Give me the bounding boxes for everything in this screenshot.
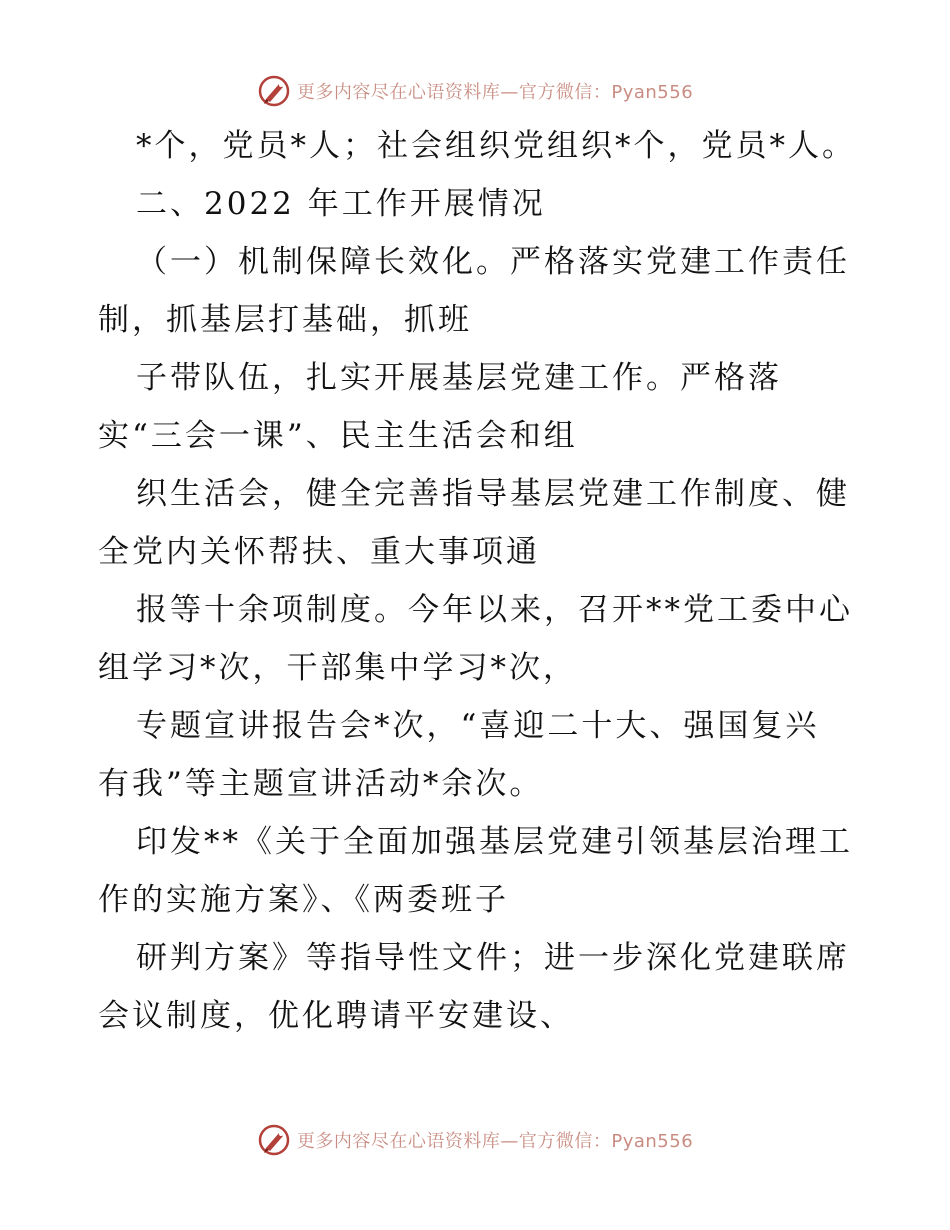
text-line: 制，抓基层打基础，抓班 <box>98 302 472 338</box>
text-line: 专题宣讲报告会*次，“喜迎二十大、强国复兴 <box>136 708 820 744</box>
text-line: 报等十余项制度。今年以来，召开**党工委中心 <box>136 592 853 628</box>
header-watermark <box>0 71 950 111</box>
text-line: 有我”等主题宣讲活动*余次。 <box>98 766 544 802</box>
text-line: 二、2022 年工作开展情况 <box>136 186 546 222</box>
watermark-text: 更多内容尽在心语资料库—官方微信：Pyan556 <box>296 1131 694 1152</box>
text-line: 织生活会，健全完善指导基层党建工作制度、健 <box>136 476 850 512</box>
pen-logo-icon <box>257 1123 291 1157</box>
footer-watermark <box>0 1120 950 1160</box>
text-line: 组学习*次，干部集中学习*次， <box>98 650 577 686</box>
text-line: *个，党员*人；社会组织党组织*个，党员*人。 <box>136 128 856 164</box>
text-line: 作的实施方案》、《两委班子 <box>98 882 509 918</box>
text-line: 实“三会一课”、民主生活会和组 <box>98 418 578 454</box>
pen-logo-icon <box>257 74 291 108</box>
text-line: 子带队伍，扎实开展基层党建工作。严格落 <box>136 360 782 396</box>
watermark-text: 更多内容尽在心语资料库—官方微信：Pyan556 <box>296 82 694 103</box>
text-line: （一）机制保障长效化。严格落实党建工作责任 <box>136 244 850 280</box>
text-line: 会议制度，优化聘请平安建设、 <box>98 998 574 1034</box>
text-line: 印发**《关于全面加强基层党建引领基层治理工 <box>136 824 853 860</box>
text-line: 研判方案》等指导性文件；进一步深化党建联席 <box>136 940 850 976</box>
text-line: 全党内关怀帮扶、重大事项通 <box>98 534 540 570</box>
